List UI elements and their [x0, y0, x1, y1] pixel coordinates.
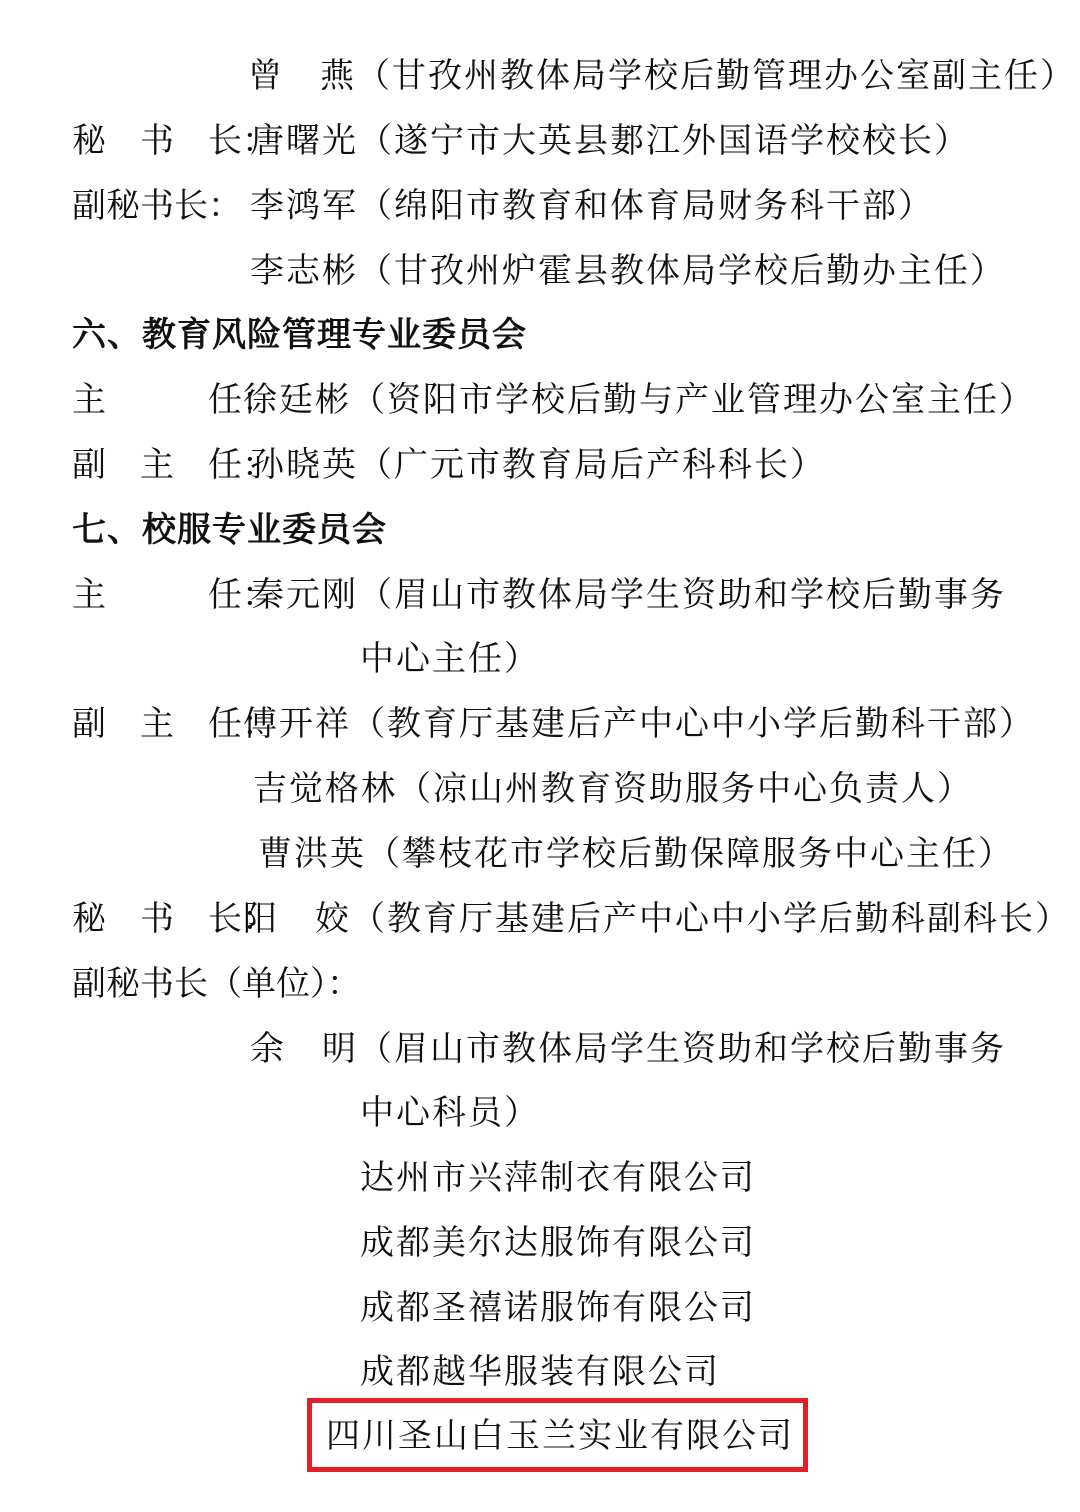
member-entry: 唐曙光（遂宁市大英县郪江外国语学校校长）	[250, 121, 970, 161]
role-label: 副 主 任：	[72, 445, 276, 485]
member-entry-continued: 中心科员）	[360, 1093, 540, 1133]
role-label: 秘 书 长：	[72, 899, 276, 939]
member-entry: 曾 燕（甘孜州教体局学校后勤管理办公室副主任）	[248, 56, 1076, 96]
role-label: 秘 书 长：	[72, 121, 276, 161]
role-label: 主 任：	[72, 575, 276, 615]
role-label: 副秘书长（单位）：	[72, 964, 361, 1004]
member-entry-continued: 中心主任）	[360, 639, 540, 679]
section-heading-education-risk: 六、教育风险管理专业委员会	[72, 315, 527, 355]
company-name: 达州市兴萍制衣有限公司	[360, 1158, 756, 1198]
company-name: 成都越华服装有限公司	[360, 1352, 720, 1392]
company-name: 四川圣山白玉兰实业有限公司	[326, 1416, 794, 1456]
member-entry: 李志彬（甘孜州炉霍县教体局学校后勤办主任）	[250, 251, 1006, 291]
member-entry: 孙晓英（广元市教育局后产科科长）	[250, 445, 826, 485]
role-label: 副 主 任：	[72, 704, 276, 744]
member-entry: 吉觉格林（凉山州教育资助服务中心负责人）	[253, 769, 973, 809]
company-name: 成都美尔达服饰有限公司	[360, 1223, 756, 1263]
role-label: 主 任：	[72, 380, 276, 420]
member-entry: 李鸿军（绵阳市教育和体育局财务科干部）	[250, 186, 934, 226]
member-entry: 秦元刚（眉山市教体局学生资助和学校后勤事务	[250, 575, 1006, 615]
section-heading-school-uniform: 七、校服专业委员会	[72, 510, 387, 550]
role-label: 副秘书长：	[72, 186, 242, 226]
company-name: 成都圣禧诺服饰有限公司	[360, 1288, 756, 1328]
member-entry: 阳 姣（教育厅基建后产中心中小学后勤科副科长）	[243, 899, 1071, 939]
member-entry: 徐廷彬（资阳市学校后勤与产业管理办公室主任）	[243, 380, 1035, 420]
member-entry: 曹洪英（攀枝花市学校后勤保障服务中心主任）	[258, 834, 1014, 874]
member-entry: 余 明（眉山市教体局学生资助和学校后勤事务	[250, 1029, 1006, 1069]
member-entry: 傅开祥（教育厅基建后产中心中小学后勤科干部）	[243, 704, 1035, 744]
